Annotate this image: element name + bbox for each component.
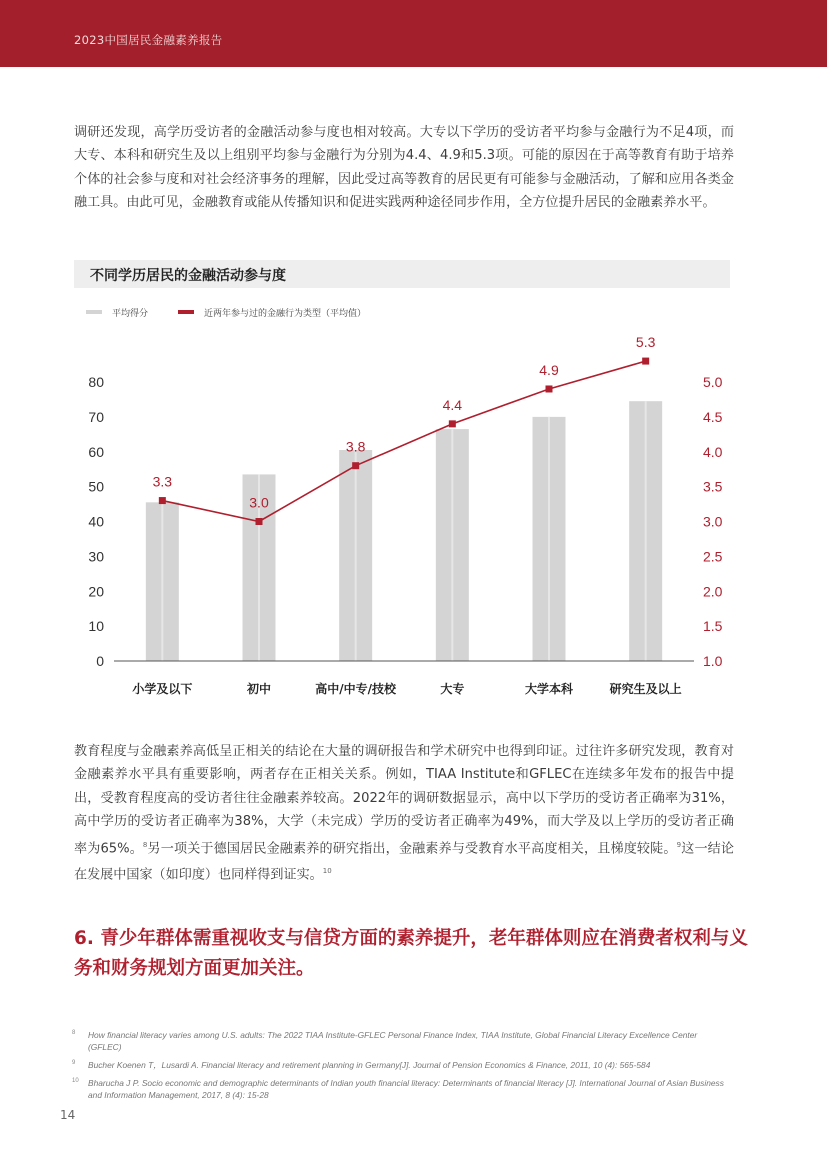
chart-title-bar: [74, 260, 730, 288]
line-point: [352, 462, 359, 469]
y-left-tick-label: 20: [88, 583, 104, 600]
section-heading: 6. 青少年群体需重视收支与信贷方面的素养提升，老年群体则应在消费者权利与义务和财务规划方面更加关注。: [74, 928, 748, 979]
body-text-3: 这一结论在发展中国家（如印度）也同样得到证实。: [74, 840, 735, 883]
data-label: 4.4: [442, 396, 463, 413]
y-right-tick-label: 4.0: [703, 443, 723, 460]
x-tick-label: 初中: [246, 682, 272, 696]
y-left-tick-label: 0: [96, 653, 104, 669]
y-left-tick-label: 70: [88, 408, 104, 425]
body-text-2: 另一项关于德国居民金融素养的研究指出，金融素养与受教育水平高度相关，且梯度较陡。: [147, 840, 677, 856]
body-text-1: 教育程度与金融素养高低呈正相关的结论在大量的调研报告和学术研究中也得到印证。过往许多研究发现，教育对金融素养水平具有重要影响，两者存在正相关关系。例如，TIAA Institute和GFLEC在连续多年发布的报告中提出，受教育程度高的受访者往往金融素养较高。2022年的调研数据显示，高中以下学历的受访者正确率为31%，高中学历的受访者正确率为38%，大学（未完成）学历的受访者正确率为49%，而大学及以上学历的受访者正确率为65%。: [74, 744, 734, 856]
line-point: [256, 518, 263, 525]
chart-title: 不同学历居民的金融活动参与度: [90, 268, 286, 284]
x-tick-label: 大学本科: [524, 682, 574, 696]
line-point: [449, 420, 456, 427]
y-right-tick-label: 1.0: [703, 653, 723, 669]
intro-paragraph: 调研还发现，高学历受访者的金融活动参与度也相对较高。大专以下学历的受访者平均参与金融行为不足4项，而大专、本科和研究生及以上组别平均参与金融行为分别为4.4、4.9和5.3项。可能的原因在于高等教育有助于培养个体的社会参与度和对社会经济事务的理解，因此受过高等教育的居民更有可能参与金融活动，了解和应用各类金融工具。由此可见，金融教育或能从传播知识和促进实践两种途径同步作用，全方位提升居民的金融素养水平。: [74, 125, 734, 211]
line-point: [642, 358, 649, 365]
page-header: [0, 0, 827, 67]
y-right-tick-label: 4.5: [703, 408, 723, 425]
y-left-tick-label: 60: [88, 443, 104, 460]
line-point: [546, 385, 553, 392]
data-label: 4.9: [539, 361, 559, 378]
footnote-number: 9: [72, 1060, 76, 1066]
education-participation-chart: [0, 320, 827, 710]
x-tick-label: 研究生及以上: [609, 682, 682, 696]
legend-label-line: 近两年参与过的金融行为类型（平均值）: [204, 309, 367, 319]
footnote-ref-10[interactable]: 10: [322, 867, 332, 876]
data-label: 3.0: [249, 494, 269, 511]
legend-swatch-bar: [86, 310, 102, 314]
series-line: [162, 361, 645, 521]
footnote-number: 10: [72, 1078, 79, 1084]
x-tick-label: 高中/中专/技校: [315, 682, 397, 696]
data-label: 3.8: [345, 438, 366, 455]
legend-swatch-line: [178, 310, 194, 314]
x-tick-label: 大专: [440, 682, 465, 696]
y-right-tick-label: 1.5: [703, 618, 723, 635]
y-right-tick-label: 2.0: [703, 583, 723, 600]
page-number: 14: [60, 1108, 76, 1122]
footnote-ref-8[interactable]: 8: [142, 840, 148, 849]
bar-highlight: [355, 450, 357, 661]
y-left-tick-label: 50: [88, 478, 104, 495]
y-right-tick-label: 5.0: [703, 374, 723, 390]
footnote-text: Bucher Koenen T，Lusardi A. Financial literacy and retirement planning in Germany[J]. Journal of Pension Economics & Finance, 2011, 10 (4): 565-584: [88, 1060, 651, 1070]
x-tick-label: 小学及以下: [132, 682, 193, 696]
report-title: 2023中国居民金融素养报告: [74, 33, 223, 47]
footnote-text: Bharucha J P. Socio economic and demographic determinants of Indian youth financial literacy: Determinants of financial literacy [J]. International Journal of Asian Business and Information Management, 2017, 8 (4): 15-28: [88, 1078, 724, 1100]
line-point: [159, 497, 166, 504]
bar-highlight: [161, 502, 163, 661]
y-right-tick-label: 3.5: [703, 478, 723, 495]
y-right-tick-label: 2.5: [703, 548, 723, 565]
y-left-tick-label: 80: [88, 374, 104, 390]
y-right-tick-label: 3.0: [703, 513, 723, 530]
y-left-tick-label: 10: [88, 618, 104, 635]
footnote-number: 8: [72, 1030, 76, 1036]
bar-highlight: [548, 417, 550, 661]
data-label: 3.3: [152, 473, 173, 490]
bar-highlight: [645, 401, 647, 661]
bar-highlight: [451, 429, 453, 661]
footnote-ref-9[interactable]: 9: [676, 840, 682, 849]
y-left-tick-label: 30: [88, 548, 104, 565]
y-left-tick-label: 40: [88, 513, 104, 530]
legend-label-bar: 平均得分: [112, 309, 149, 319]
footnote-text: How financial literacy varies among U.S. adults: The 2022 TIAA Institute-GFLEC Personal Finance Index, TIAA Institute, Global Financial Literacy Excellence Center (GFLEC): [88, 1030, 698, 1052]
data-label: 5.3: [635, 334, 656, 351]
body-paragraph: [74, 740, 734, 887]
